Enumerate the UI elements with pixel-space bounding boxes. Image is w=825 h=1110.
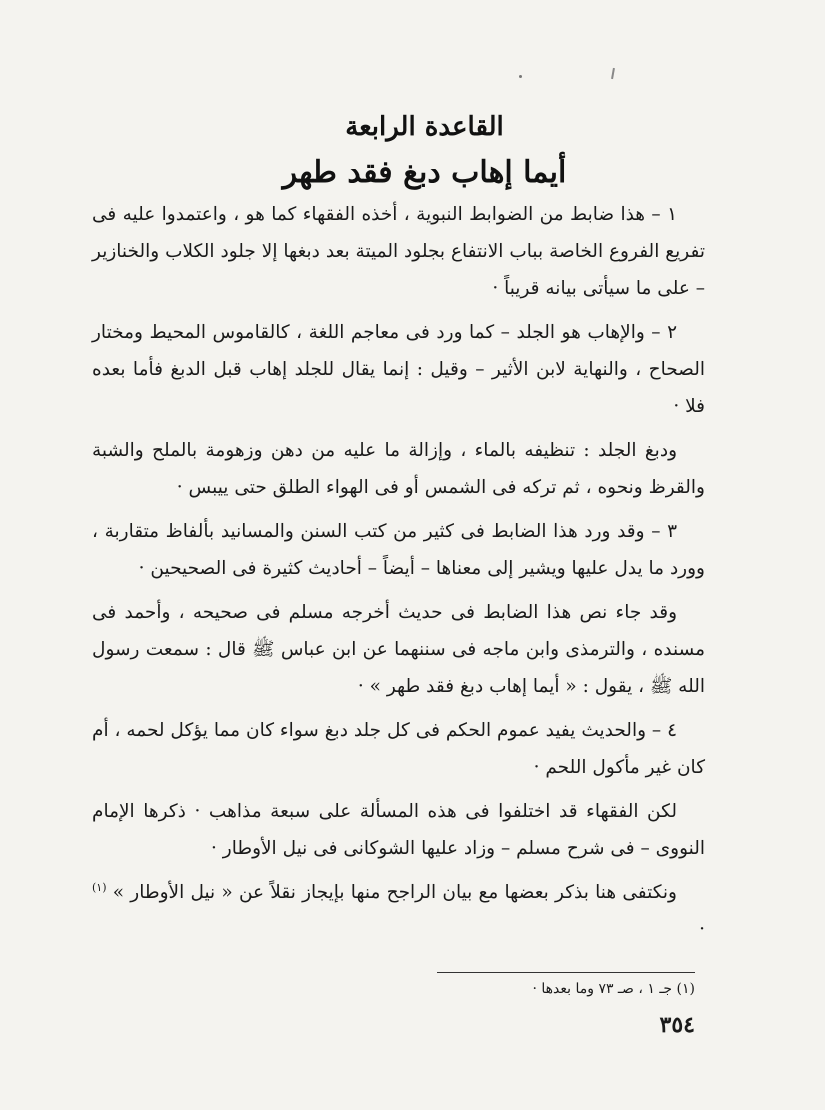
paragraph-8 [92, 874, 705, 948]
paragraph-7: لكن الفقهاء قد اختلفوا فى هذه المسألة على سبعة مذاهب · ذكرها الإمام النووى – فى شرح مسلم – وزاد عليها الشوكانى فى نيل الأوطار · [92, 801, 705, 859]
paragraph-3: ودبغ الجلد : تنظيفه بالماء ، وإزالة ما عليه من دهن وزهومة بالملح والشبة والقرظ ونحوه ، ثم تركه فى الشمس أو فى الهواء الطلق حتى ييبس · [92, 440, 705, 498]
rule-text-heading: أيما إهاب دبغ فقد طهر [282, 155, 567, 190]
paragraph-5: وقد جاء نص هذا الضابط فى حديث أخرجه مسلم فى صحيحه ، وأحمد فى مسنده ، والترمذى وابن ماجه فى سننهما عن ابن عباس ﷺ قال : سمعت رسول الله ﷺ ، يقول : « أيما إهاب دبغ فقد طهر » · [92, 602, 705, 697]
page-number: ٣٥٤ [659, 1012, 695, 1038]
paragraph-6: ٤ – والحديث يفيد عموم الحكم فى كل جلد دبغ سواء كان مما يؤكل لحمه ، أم كان غير مأكول اللحم · [92, 720, 705, 778]
paragraph-8-end: · [699, 919, 705, 940]
footnote-divider [437, 972, 695, 973]
rule-title: القاعدة الرابعة [345, 112, 504, 142]
paragraph-4: ٣ – وقد ورد هذا الضابط فى كثير من كتب السنن والمسانيد بألفاظ متقاربة ، وورد ما يدل عليها ويشير إلى معناها – أيضاً – أحاديث كثيرة فى الصحيحين · [92, 521, 705, 579]
footnote-reference: (١) [92, 880, 107, 894]
paragraph-8-text: ونكتفى هنا بذكر بعضها مع بيان الراجح منها بإيجاز نقلاً عن « نيل الأوطار » [112, 882, 677, 903]
scan-speck [519, 75, 522, 78]
paragraph-1: ١ – هذا ضابط من الضوابط النبوية ، أخذه الفقهاء كما هو ، واعتمدوا عليه فى تفريع الفروع الخاصة بباب الانتفاع بجلود الميتة بعد دبغها إلا جلود الكلاب والخنازير – على ما سيأتى بيانه قريباً · [92, 204, 705, 299]
body-text [92, 196, 705, 955]
paragraph-2: ٢ – والإهاب هو الجلد – كما ورد فى معاجم اللغة ، كالقاموس المحيط ومختار الصحاح ، والنهاية لابن الأثير – وقيل : إنما يقال للجلد إهاب قبل الدبغ فأما بعده فلا · [92, 322, 705, 417]
footnote: (١) جـ ١ ، صـ ٧٣ وما بعدها · [532, 981, 695, 997]
scan-mark [611, 68, 615, 79]
